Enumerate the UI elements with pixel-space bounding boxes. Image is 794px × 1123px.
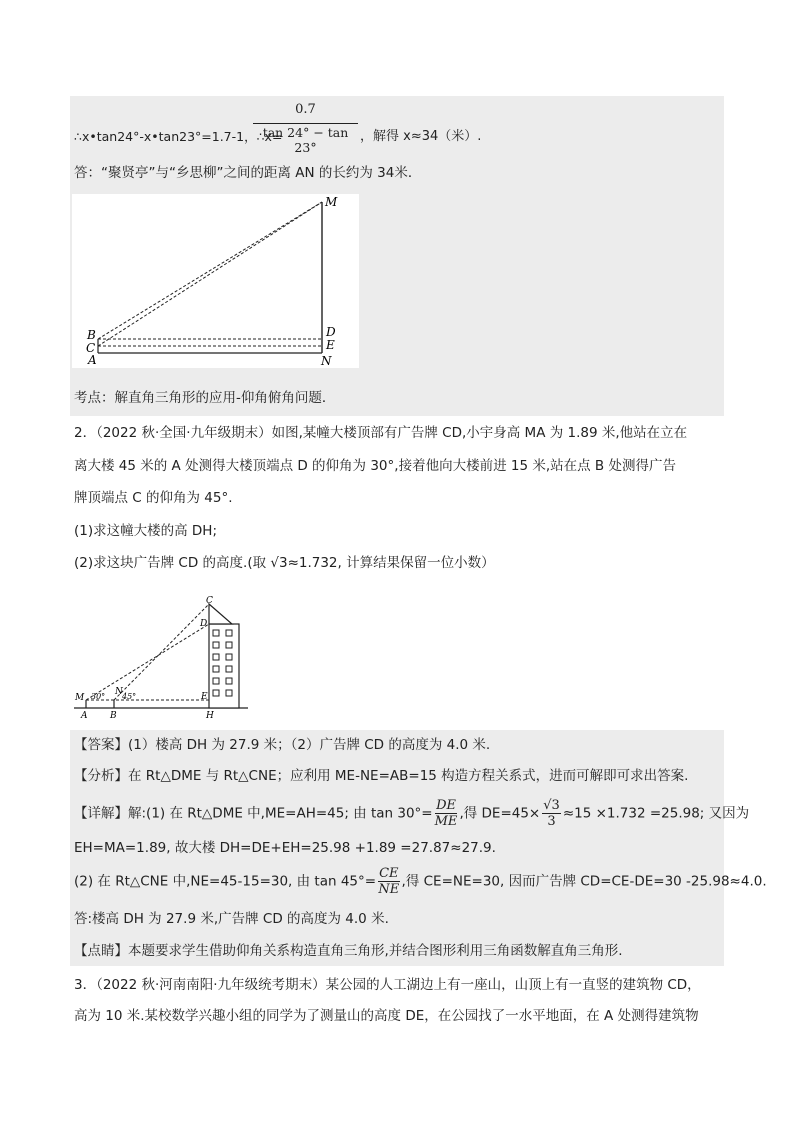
detail3-part-a: (2) 在 Rt△CNE 中,NE=45-15=30, 由 tan 45°=	[74, 873, 377, 890]
fig1-label-A: A	[88, 353, 97, 367]
fraction-denominator: tan 24° − tan 23°	[262, 125, 349, 155]
fig2-label-H: H	[206, 711, 214, 721]
fig1-label-M: M	[325, 195, 338, 209]
fig1-label-B: B	[87, 328, 96, 342]
fig1-label-C: C	[86, 341, 96, 355]
frac-de-me-num: DE	[436, 798, 456, 813]
detail3-part-b: ,得 CE=NE=30, 因而广告牌 CD=CE-DE=30 -25.98≈4.0.	[401, 873, 767, 890]
fig1-label-E: E	[326, 338, 335, 352]
frac-ce-ne	[378, 866, 399, 897]
fig2-label-B: B	[110, 711, 117, 721]
solution2-dianjing: 【点睛】本题要求学生借助仰角关系构造直角三角形,并结合图形利用三角函数解直角三角形.	[74, 943, 623, 959]
solution2-detail3	[74, 866, 767, 897]
problem2-line2: 离大楼 45 米的 A 处测得大楼顶端点 D 的仰角为 30°,接着他向大楼前进 15 米,站在点 B 处测得广告	[74, 458, 676, 474]
equation-right: ，解得 x≈34（米）.	[360, 129, 482, 144]
problem2-q1: (1)求这幢大楼的高 DH;	[74, 523, 218, 539]
solution2-answer: 【答案】(1）楼高 DH 为 27.9 米；（2）广告牌 CD 的高度为 4.0 米.	[74, 737, 491, 753]
frac-ce-ne-den: NE	[378, 882, 400, 897]
fig2-label-M: M	[75, 693, 85, 703]
figure-2-svg	[72, 594, 252, 722]
fig2-label-E: E	[201, 692, 208, 702]
equation-left: ∴x•tan24°-x•tan23°=1.7-1，∴x=	[74, 129, 283, 144]
frac-sqrt3-den: 3	[547, 814, 556, 829]
solution2-final-answer: 答:楼高 DH 为 27.9 米,广告牌 CD 的高度为 4.0 米.	[74, 911, 389, 927]
frac-de-me	[435, 798, 458, 829]
frac-de-me-den: ME	[434, 814, 458, 829]
detail1-part-b: ,得 DE=45×	[459, 805, 541, 822]
fig2-angle-30: 30°	[91, 692, 106, 701]
figure-1-svg	[72, 194, 359, 368]
detail1-part-a: 【详解】解:(1) 在 Rt△DME 中,ME=AH=45; 由 tan 30°=	[74, 805, 433, 822]
problem3-line1: 3．（2022 秋·河南南阳·九年级统考期末）某公园的人工湖边上有一座山，山顶上有一直竖的建筑物 CD，	[74, 977, 701, 993]
fig2-label-C: C	[206, 596, 213, 606]
problem2-line3: 牌顶端点 C 的仰角为 45°.	[74, 490, 233, 506]
figure-1	[72, 194, 359, 368]
fig2-label-N: N	[115, 687, 123, 697]
fig2-label-A: A	[81, 711, 88, 721]
problem2-q2: (2)求这块广告牌 CD 的高度.(取 √3≈1.732, 计算结果保留一位小数）	[74, 555, 495, 571]
fraction-numerator: 0.7	[295, 102, 316, 117]
frac-sqrt3-num: √3	[543, 798, 560, 813]
solution2-detail1	[74, 798, 749, 829]
frac-ce-ne-num: CE	[379, 866, 399, 881]
problem2-line1: 2．（2022 秋·全国·九年级期末）如图,某幢大楼顶部有广告牌 CD,小宇身高 MA 为 1.89 米,他站在立在	[74, 425, 688, 441]
fig1-label-D: D	[326, 325, 336, 339]
solution2-analysis: 【分析】在 Rt△DME 与 Rt△CNE；应利用 ME-NE=AB=15 构造方程关系式，进而可解即可求出答案.	[74, 768, 689, 784]
fig2-angle-45: 45°	[122, 692, 137, 701]
problem3-line2: 高为 10 米.某校数学兴趣小组的同学为了测量山的高度 DE，在公园找了一水平地面，在 A 处测得建筑物	[74, 1008, 699, 1024]
detail1-part-c: ≈15 ×1.732 =25.98; 又因为	[562, 805, 750, 822]
answer-1: 答：“聚贤亭”与“乡思柳”之间的距离 AN 的长约为 34米．	[74, 165, 422, 181]
fig1-label-N: N	[321, 354, 332, 368]
solution2-detail2: EH=MA=1.89, 故大楼 DH=DE+EH=25.98 +1.89 =27.87≈27.9.	[74, 840, 496, 856]
frac-sqrt3-3	[542, 798, 561, 829]
fig2-label-D: D	[200, 619, 208, 629]
figure-2	[72, 594, 252, 722]
kaodian: 考点：解直角三角形的应用-仰角俯角问题．	[74, 390, 336, 406]
